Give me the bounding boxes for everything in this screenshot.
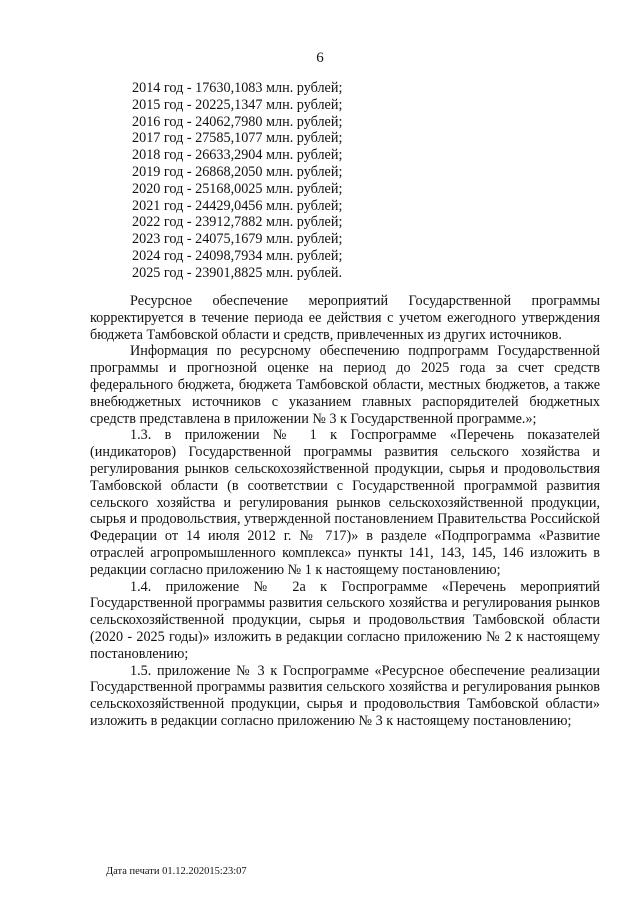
- year-line: 2025 год - 23901,8825 млн. рублей.: [132, 264, 342, 281]
- year-line: 2016 год - 24062,7980 млн. рублей;: [132, 113, 343, 130]
- year-line: 2014 год - 17630,1083 млн. рублей;: [132, 80, 343, 96]
- paragraph-resource-information: Информация по ресурсному обеспечению подпрограмм Государственной программы и прогнозной оценке на период до 2025 года за счет средств федерального бюджета, бюджета Тамбовской области, местных бюджетов, а также внебюджетных источников с указанием главных распорядителей бюджетных средств представлена в приложении № 3 к Государственной программе.»;: [90, 343, 600, 427]
- year-line: 2022 год - 23912,7882 млн. рублей;: [132, 214, 343, 231]
- funding-by-year-list: [132, 80, 342, 282]
- year-line: 2018 год - 26633,2904 млн. рублей;: [132, 147, 343, 164]
- paragraph-item-1-5: 1.5. приложение № 3 к Госпрограмме «Ресурсное обеспечение реализации Государственной программы развития сельского хозяйства и регулирования рынков сельскохозяйственной продукции, сырья и продовольствия Тамбовской области» изложить в редакции согласно приложению № 3 к настоящему постановлению;: [90, 662, 600, 729]
- year-line: 2017 год - 27585,1077 млн. рублей;: [132, 130, 343, 147]
- year-line: 2024 год - 24098,7934 млн. рублей;: [132, 247, 343, 264]
- year-line: 2015 год - 20225,1347 млн. рублей;: [132, 96, 343, 113]
- paragraph-item-1-3: 1.3. в приложении № 1 к Госпрограмме «Перечень показателей (индикаторов) Государственной программы развития сельского хозяйства и регулирования рынков сельскохозяйственной продукции, сырья и продовольствия Тамбовской области (в соответствии с Государственной программой развития сельского хозяйства и регулирования рынков сельскохозяйственной продукции, сырья и продовольствия, утвержденной постановлением Правительства Российской Федерации от 14 июля 2012 г. № 717)» в разделе «Подпрограмма «Развитие отраслей агропромышленного комплекса» пункты 141, 143, 145, 146 изложить в редакции согласно приложению № 1 к настоящему постановлению;: [90, 427, 600, 578]
- year-line: 2019 год - 26868,2050 млн. рублей;: [132, 163, 343, 180]
- print-date: Дата печати 01.12.202015:23:07: [106, 866, 247, 877]
- year-line: 2021 год - 24429,0456 млн. рублей;: [132, 197, 343, 214]
- year-line: 2023 год - 24075,1679 млн. рублей;: [132, 231, 343, 248]
- page-number: 6: [316, 50, 324, 66]
- year-line: 2020 год - 25168,0025 млн. рублей;: [132, 180, 343, 197]
- paragraph-item-1-4: 1.4. приложение № 2а к Госпрограмме «Перечень мероприятий Государственной программы развития сельского хозяйства и регулирования рынков сельскохозяйственной продукции, сырья и продовольствия Тамбовской области (2020 - 2025 годы)» изложить в редакции согласно приложению № 2 к настоящему постановлению;: [90, 578, 600, 662]
- paragraph-resource-adjustment: Ресурсное обеспечение мероприятий Государственной программы корректируется в течение периода ее действия с учетом ежегодного утверждения бюджета Тамбовской области и средств, привлеченных из других источников.: [90, 293, 600, 343]
- document-body: [90, 293, 600, 730]
